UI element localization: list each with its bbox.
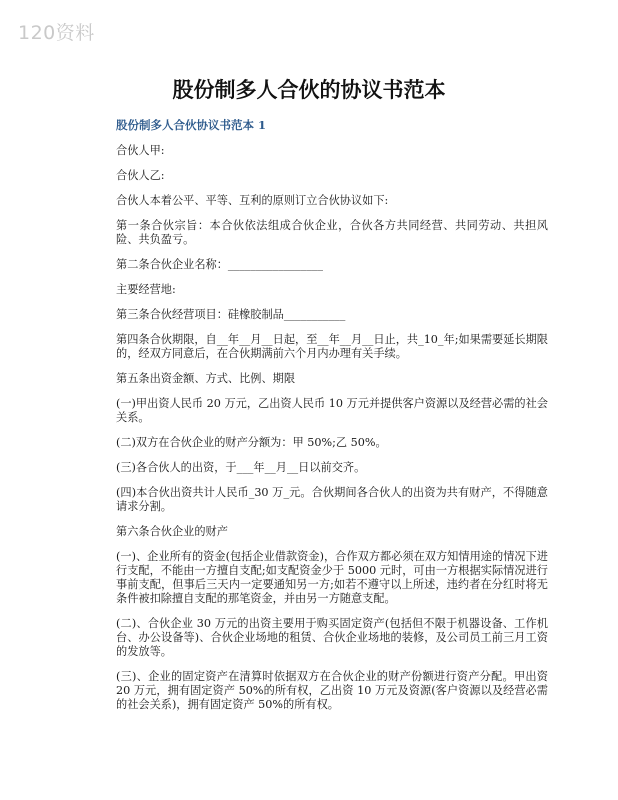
watermark: 120资料 [18,22,95,44]
paragraph-article-5-item-1: (一)甲出资人民币 20 万元，乙出资人民币 10 万元并提供客户资源以及经营必需的社会关系。 [116,397,548,424]
paragraph-article-5-item-2: (二)双方在合伙企业的财产分额为：甲 50%;乙 50%。 [116,436,387,449]
paragraph-article-2: 第二条合伙企业名称：_________________ [116,258,323,271]
paragraph-article-6-item-2: (二)、合伙企业 30 万元的出资主要用于购买固定资产(包括但不限于机器设备、工作机台、办公设备等)、合伙企业场地的租赁、合伙企业场地的装修，及公司员工前三月工资的发放等。 [116,617,548,658]
paragraph-article-6-item-1: (一)、企业所有的资金(包括企业借款资金)，合作双方都必须在双方知情用途的情况下进行支配，不能由一方擅自支配;如支配资金少于 5000 元时，可由一方根据实际情况进行事前支配，但事后三天内一定要通知另一方;如若不遵守以上所述，违约者在分红时将无条件被扣除擅自支配的那笔资金，并由另一方随意支配。 [116,550,548,605]
paragraph-intro: 合伙人本着公平、平等、互利的原则订立合伙协议如下: [116,194,389,207]
paragraph-article-5: 第五条出资金额、方式、比例、期限 [116,372,296,385]
paragraph-article-5-item-3: (三)各合伙人的出资，于___年__月__日以前交齐。 [116,461,366,474]
paragraph-article-3: 第三条合伙经营项目：硅橡胶制品___________ [116,308,346,321]
paragraph-article-6: 第六条合伙企业的财产 [116,525,228,538]
document-subtitle: 股份制多人合伙协议书范本 1 [116,118,267,132]
paragraph-article-4: 第四条合伙期限，自__年__月__日起，至__年__月__日止，共_10_年;如果需要延长期限的，经双方同意后，在合伙期满前六个月内办理有关手续。 [116,333,548,360]
document-title: 股份制多人合伙的协议书范本 [172,77,446,102]
paragraph-article-6-item-3: (三)、企业的固定资产在清算时依据双方在合伙企业的财产份额进行资产分配。甲出资 20 万元，拥有固定资产 50%的所有权，乙出资 10 万元及资源(客户资源以及经营必需的社会关系)，拥有固定资产 50%的所有权。 [116,670,548,711]
paragraph-partner-b: 合伙人乙: [116,169,165,182]
paragraph-business-location: 主要经营地: [116,283,176,296]
paragraph-article-1: 第一条合伙宗旨：本合伙依法组成合伙企业，合伙各方共同经营、共同劳动、共担风险、共负盈亏。 [116,219,548,246]
document-body [116,144,548,723]
paragraph-article-5-item-4: (四)本合伙出资共计人民币_30 万_元。合伙期间各合伙人的出资为共有财产，不得随意请求分割。 [116,486,548,513]
paragraph-partner-a: 合伙人甲: [116,144,165,157]
